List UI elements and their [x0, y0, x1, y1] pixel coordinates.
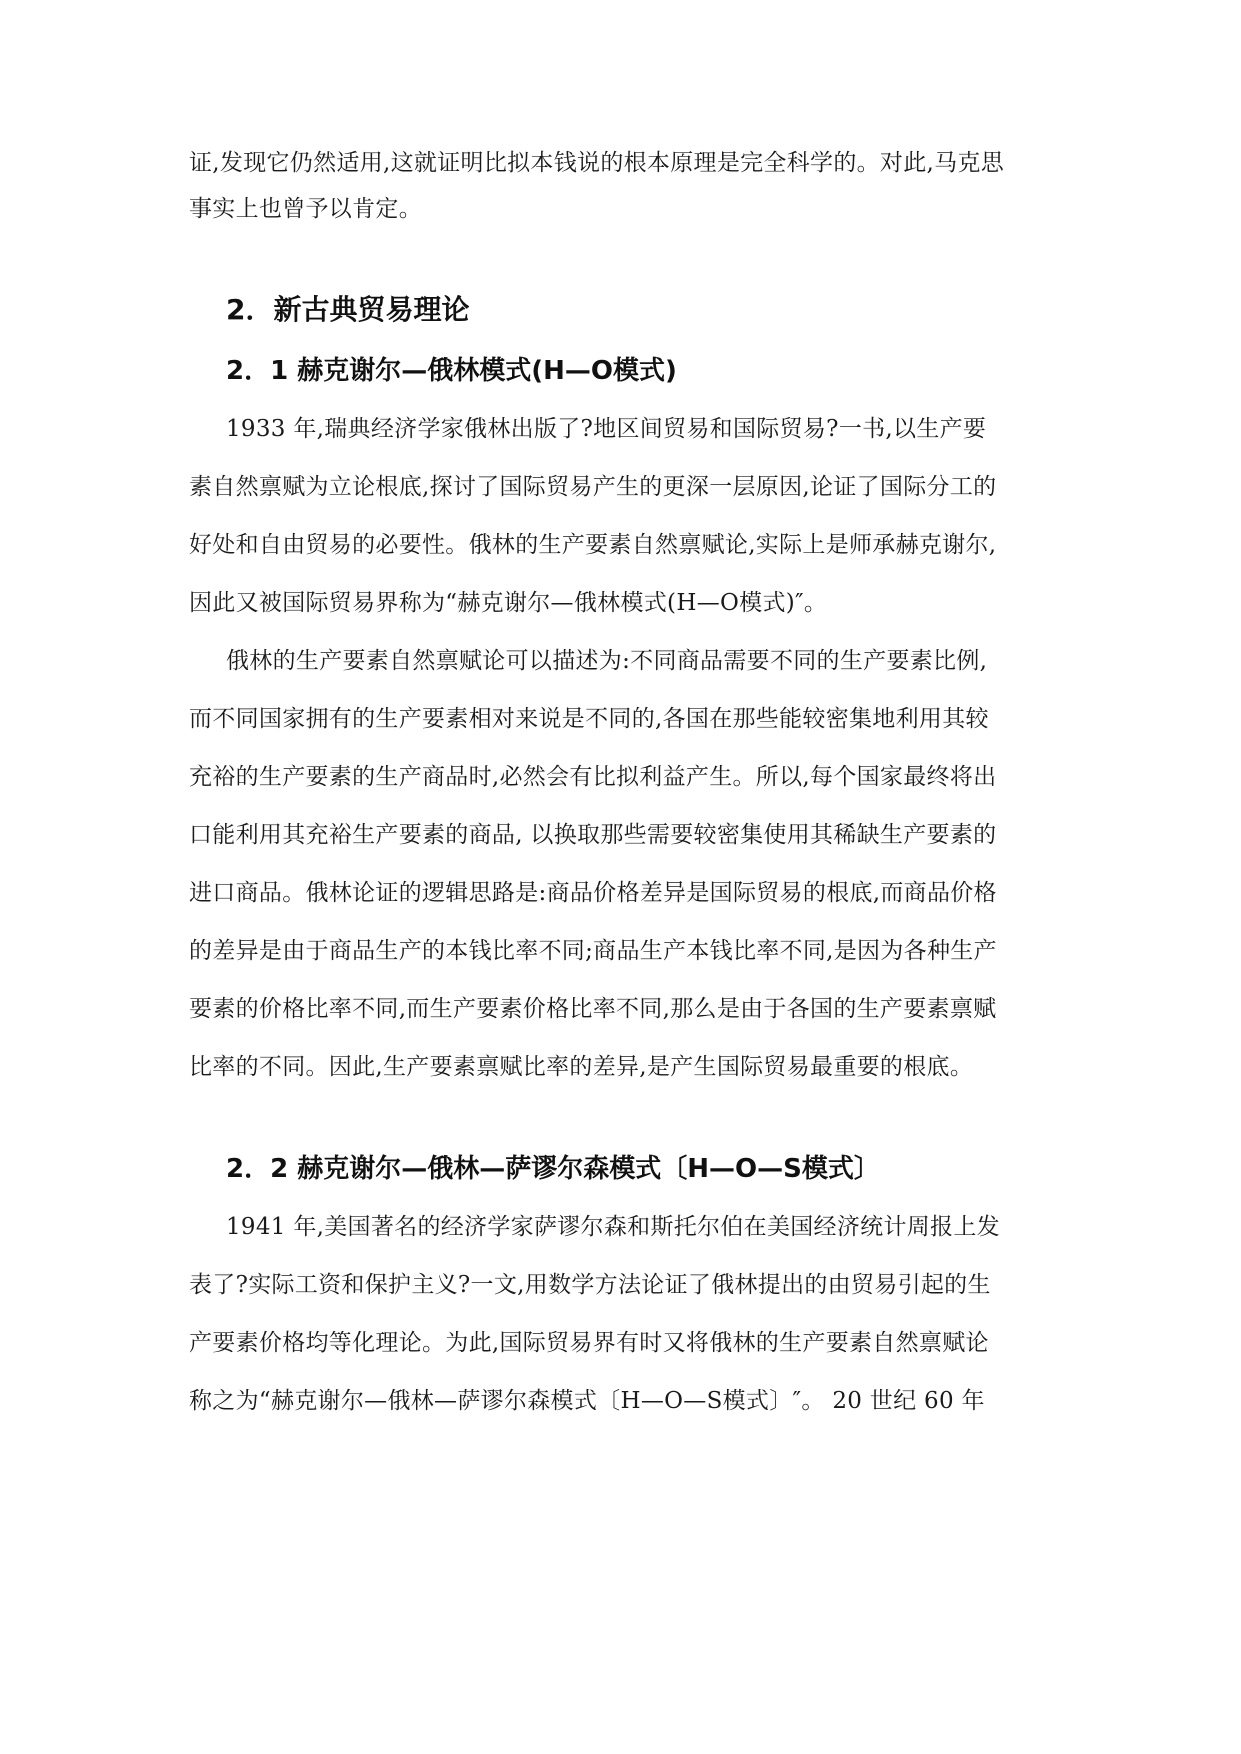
body-text-line: 充裕的生产要素的生产商品时,必然会有比拟利益产生。所以,每个国家最终将出 [189, 764, 997, 790]
subsection-heading: 2．1 赫克谢尔—俄林模式(H—O模式) [226, 356, 677, 386]
section-heading: 2．新古典贸易理论 [226, 293, 470, 326]
body-text-line: 的差异是由于商品生产的本钱比率不同;商品生产本钱比率不同,是因为各种生产 [189, 938, 997, 964]
body-text-line: 1933 年,瑞典经济学家俄林出版了?地区间贸易和国际贸易?一书,以生产要 [226, 416, 987, 442]
body-text-line: 因此又被国际贸易界称为“赫克谢尔—俄林模式(H—O模式)″。 [189, 590, 828, 616]
subsection-heading: 2．2 赫克谢尔—俄林—萨谬尔森模式〔H—O—S模式〕 [226, 1154, 880, 1184]
body-text-line: 好处和自由贸易的必要性。俄林的生产要素自然禀赋论,实际上是师承赫克谢尔, [189, 532, 997, 558]
body-text-line: 俄林的生产要素自然禀赋论可以描述为:不同商品需要不同的生产要素比例, [226, 648, 988, 674]
body-text-line: 口能利用其充裕生产要素的商品, 以换取那些需要较密集使用其稀缺生产要素的 [189, 822, 997, 848]
body-text-line: 要素的价格比率不同,而生产要素价格比率不同,那么是由于各国的生产要素禀赋 [189, 996, 997, 1022]
body-text-line: 产要素价格均等化理论。为此,国际贸易界有时又将俄林的生产要素自然禀赋论 [189, 1330, 989, 1356]
body-text-line: 进口商品。俄林论证的逻辑思路是:商品价格差异是国际贸易的根底,而商品价格 [189, 880, 997, 906]
body-text-line: 1941 年,美国著名的经济学家萨谬尔森和斯托尔伯在美国经济统计周报上发 [226, 1214, 1000, 1240]
body-text-line: 称之为“赫克谢尔—俄林—萨谬尔森模式〔H—O—S模式〕″。 20 世纪 60 年 [189, 1388, 985, 1414]
body-text-line: 比率的不同。因此,生产要素禀赋比率的差异,是产生国际贸易最重要的根底。 [189, 1054, 974, 1080]
body-text-line: 而不同国家拥有的生产要素相对来说是不同的,各国在那些能较密集地利用其较 [189, 706, 989, 732]
body-text-line: 证,发现它仍然适用,这就证明比拟本钱说的根本原理是完全科学的。对此,马克思 [189, 150, 1005, 176]
body-text-line: 事实上也曾予以肯定。 [189, 196, 422, 222]
body-text-line: 表了?实际工资和保护主义?一文,用数学方法论证了俄林提出的由贸易引起的生 [189, 1272, 991, 1298]
body-text-line: 素自然禀赋为立论根底,探讨了国际贸易产生的更深一层原因,论证了国际分工的 [189, 474, 997, 500]
